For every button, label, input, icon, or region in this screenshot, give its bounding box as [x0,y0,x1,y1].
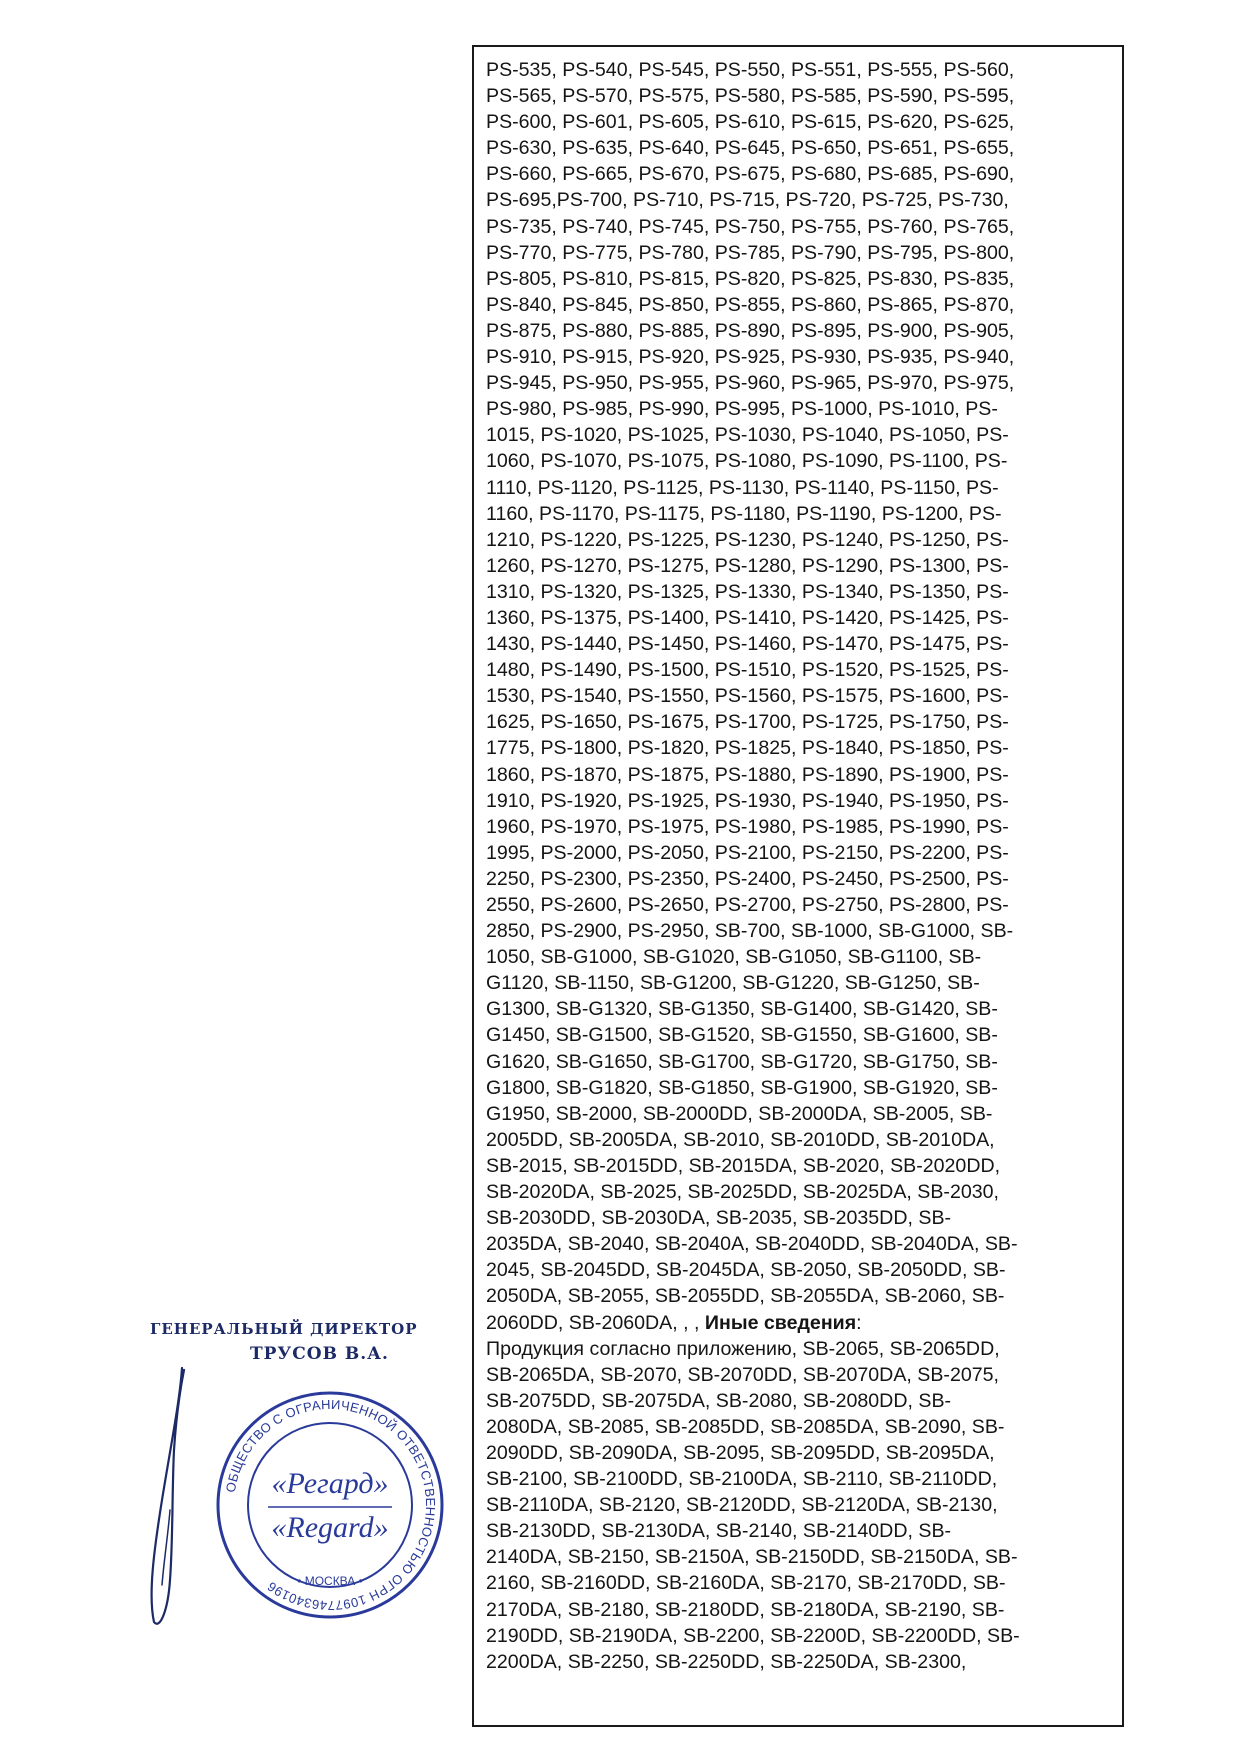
other-info-colon: : [856,1311,862,1334]
text-line: PS-660, PS-665, PS-670, PS-675, PS-680, PS-685, PS-690, [486,163,1015,186]
text-line: 2080DA, SB-2085, SB-2085DD, SB-2085DA, SB-2090, SB- [486,1415,1005,1438]
company-seal [210,1385,450,1625]
text-line: 2090DD, SB-2090DA, SB-2095, SB-2095DD, SB-2095DA, [486,1441,995,1464]
text-line: SB-2020DA, SB-2025, SB-2025DD, SB-2025DA, SB-2030, [486,1181,999,1204]
text-line: PS-805, PS-810, PS-815, PS-820, PS-825, PS-830, PS-835, [486,267,1015,290]
handwritten-signature [140,1360,220,1630]
text-line: 2850, PS-2900, PS-2950, SB-700, SB-1000, SB-G1000, SB- [486,920,1014,943]
text-line: G1950, SB-2000, SB-2000DD, SB-2000DA, SB-2005, SB- [486,1102,993,1125]
svg-text:«Регард»: «Регард» [271,1467,389,1500]
text-line: 1910, PS-1920, PS-1925, PS-1930, PS-1940, PS-1950, PS- [486,789,1009,812]
text-line: G1450, SB-G1500, SB-G1520, SB-G1550, SB-G1600, SB- [486,1024,998,1047]
text-line: PS-840, PS-845, PS-850, PS-855, PS-860, PS-865, PS-870, [486,293,1015,316]
text-line: 1960, PS-1970, PS-1975, PS-1980, PS-1985, PS-1990, PS- [486,815,1009,838]
text-line: 2160, SB-2160DD, SB-2160DA, SB-2170, SB-2170DD, SB- [486,1572,1006,1595]
text-line: 1110, PS-1120, PS-1125, PS-1130, PS-1140, PS-1150, PS- [486,476,999,499]
text-line: 1210, PS-1220, PS-1225, PS-1230, PS-1240, PS-1250, PS- [486,528,1009,551]
text-line: G1300, SB-G1320, SB-G1350, SB-G1400, SB-G1420, SB- [486,998,998,1021]
text-line: 1995, PS-2000, PS-2050, PS-2100, PS-2150, PS-2200, PS- [486,841,1009,864]
text-line: G1620, SB-G1650, SB-G1700, SB-G1720, SB-G1750, SB- [486,1050,998,1073]
signatory-name: ТРУСОВ В.А. [250,1344,389,1364]
text-line: 1310, PS-1320, PS-1325, PS-1330, PS-1340, PS-1350, PS- [486,580,1009,603]
text-line: SB-2110DA, SB-2120, SB-2120DD, SB-2120DA, SB-2130, [486,1494,998,1517]
text-line: 1160, PS-1170, PS-1175, PS-1180, PS-1190, PS-1200, PS- [486,502,1002,525]
text-line: PS-535, PS-540, PS-545, PS-550, PS-551, PS-555, PS-560, [486,59,1015,81]
text-line: 2140DA, SB-2150, SB-2150A, SB-2150DD, SB-2150DA, SB- [486,1546,1018,1569]
text-line: SB-2100, SB-2100DD, SB-2100DA, SB-2110, SB-2110DD, [486,1468,998,1491]
text-line: PS-770, PS-775, PS-780, PS-785, PS-790, PS-795, PS-800, [486,241,1015,264]
text-line: SB-2130DD, SB-2130DA, SB-2140, SB-2140DD, SB- [486,1520,952,1543]
text-line: 1625, PS-1650, PS-1675, PS-1700, PS-1725, PS-1750, PS- [486,711,1009,734]
text-line: PS-695,PS-700, PS-710, PS-715, PS-720, PS-725, PS-730, [486,189,1009,212]
text-line: G1120, SB-1150, SB-G1200, SB-G1220, SB-G1250, SB- [486,972,980,995]
text-line: PS-875, PS-880, PS-885, PS-890, PS-895, PS-900, PS-905, [486,319,1015,342]
text-line: 2005DD, SB-2005DA, SB-2010, SB-2010DD, SB-2010DA, [486,1128,995,1151]
text-line: 2200DA, SB-2250, SB-2250DD, SB-2250DA, SB-2300, [486,1650,967,1673]
text-line: Продукция согласно приложению, SB-2065, SB-2065DD, [486,1337,1000,1360]
text-line: 1260, PS-1270, PS-1275, PS-1280, PS-1290, PS-1300, PS- [486,554,1009,577]
text-line: SB-2065DA, SB-2070, SB-2070DD, SB-2070DA, SB-2075, [486,1363,999,1386]
text-line: 1360, PS-1375, PS-1400, PS-1410, PS-1420, PS-1425, PS- [486,606,1009,629]
text-line: PS-910, PS-915, PS-920, PS-925, PS-930, PS-935, PS-940, [486,346,1015,369]
text-line: PS-630, PS-635, PS-640, PS-645, PS-650, PS-651, PS-655, [486,137,1015,160]
document-content-box [472,45,1124,1727]
svg-text:• МОСКВА •: • МОСКВА • [297,1574,363,1588]
text-line: 2050DA, SB-2055, SB-2055DD, SB-2055DA, SB-2060, SB- [486,1285,1005,1308]
text-line: SB-2015, SB-2015DD, SB-2015DA, SB-2020, SB-2020DD, [486,1154,1001,1177]
svg-text:«Regard»: «Regard» [271,1511,389,1544]
text-line: SB-2030DD, SB-2030DA, SB-2035, SB-2035DD, SB- [486,1207,952,1230]
text-line: G1800, SB-G1820, SB-G1850, SB-G1900, SB-G1920, SB- [486,1076,998,1099]
text-line: 1430, PS-1440, PS-1450, PS-1460, PS-1470, PS-1475, PS- [486,633,1009,656]
text-line: 2250, PS-2300, PS-2350, PS-2400, PS-2450, PS-2500, PS- [486,867,1009,890]
text-line: 1050, SB-G1000, SB-G1020, SB-G1050, SB-G1100, SB- [486,946,982,969]
text-line: 1060, PS-1070, PS-1075, PS-1080, PS-1090, PS-1100, PS- [486,450,1008,473]
text-line: 2045, SB-2045DD, SB-2045DA, SB-2050, SB-2050DD, SB- [486,1259,1006,1282]
text-block-1 [486,59,1018,1334]
signatory-title: ГЕНЕРАЛЬНЫЙ ДИРЕКТОР [150,1320,418,1338]
text-line: 1015, PS-1020, PS-1025, PS-1030, PS-1040, PS-1050, PS- [486,424,1009,447]
text-line: 1775, PS-1800, PS-1820, PS-1825, PS-1840, PS-1850, PS- [486,737,1009,760]
text-line: 1530, PS-1540, PS-1550, PS-1560, PS-1575, PS-1600, PS- [486,685,1009,708]
text-line: 1480, PS-1490, PS-1500, PS-1510, PS-1520, PS-1525, PS- [486,659,1009,682]
text-block-2 [486,1338,1020,1673]
text-line: 2190DD, SB-2190DA, SB-2200, SB-2200D, SB-2200DD, SB- [486,1624,1020,1647]
text-line: PS-980, PS-985, PS-990, PS-995, PS-1000, PS-1010, PS- [486,398,998,421]
text-line: PS-735, PS-740, PS-745, PS-750, PS-755, PS-760, PS-765, [486,215,1015,238]
svg-text:ОБЩЕСТВО С ОГРАНИЧЕННОЙ ОТВЕТС: ОБЩЕСТВО С ОГРАНИЧЕННОЙ ОТВЕТСТВЕННОСТЬЮ ОГРН 1097746340196 [222,1396,439,1614]
text-line: 2060DD, SB-2060DA, , , [486,1311,705,1334]
text-line: PS-945, PS-950, PS-955, PS-960, PS-965, PS-970, PS-975, [486,372,1015,395]
text-line: SB-2075DD, SB-2075DA, SB-2080, SB-2080DD, SB- [486,1389,952,1412]
other-info-label: Иные сведения [704,1311,857,1334]
text-line: PS-565, PS-570, PS-575, PS-580, PS-585, PS-590, PS-595, [486,85,1015,108]
text-line: 1860, PS-1870, PS-1875, PS-1880, PS-1890, PS-1900, PS- [486,763,1009,786]
text-line: 2170DA, SB-2180, SB-2180DD, SB-2180DA, SB-2190, SB- [486,1598,1005,1621]
text-line: PS-600, PS-601, PS-605, PS-610, PS-615, PS-620, PS-625, [486,111,1015,134]
text-line: 2035DA, SB-2040, SB-2040A, SB-2040DD, SB-2040DA, SB- [486,1233,1018,1256]
text-line: 2550, PS-2600, PS-2650, PS-2700, PS-2750, PS-2800, PS- [486,894,1009,916]
document-text [486,57,1114,1675]
